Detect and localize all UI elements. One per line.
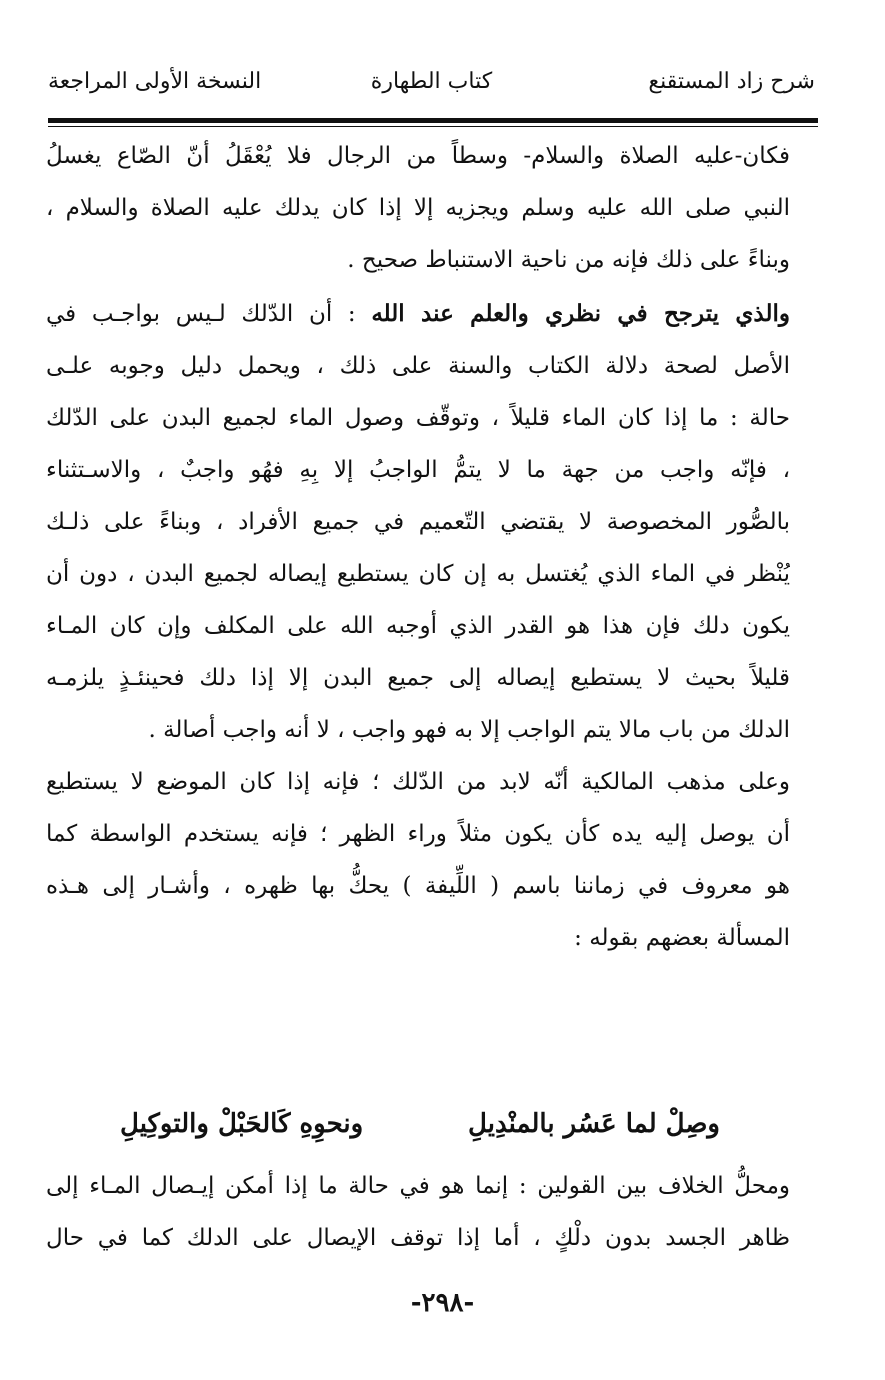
text-line-lead — [46, 288, 790, 340]
text-line: قليلاً بحيث لا يستطيع إيصاله إلى جميع البدن إلا إذا دلك فحينئـذٍ يلزمـه — [46, 665, 790, 691]
text-line: النبي صلى الله عليه وسلم ويجزيه إلا إذا كان يدلك عليه الصلاة والسلام ، — [46, 195, 790, 221]
text-line: بالصُّور المخصوصة لا يقتضي التّعميم في جميع الأفراد ، وبناءً على ذلـك — [46, 509, 790, 535]
verse-first-hemistich: وصِلْ لما عَسُر بالمنْدِيلِ — [468, 1109, 720, 1139]
lead-continuation: : أن الدّلك لـيس بواجـب في — [46, 301, 372, 327]
poetry-verse — [100, 1098, 720, 1150]
header-rule-thin — [48, 126, 818, 127]
text-line: هو معروف في زماننا باسم ( اللِّيفة ) يحكُّ بها ظهره ، وأشـار إلى هـذه — [46, 873, 790, 899]
edition-note: النسخة الأولى المراجعة — [48, 69, 262, 94]
text-line: ، فإنّه واجب من جهة ما لا يتمُّ الواجبُ إلا بِهِ فهُو واجبٌ ، والاسـتثناء — [46, 457, 790, 483]
running-header — [48, 66, 815, 106]
paragraph-1 — [46, 130, 790, 286]
text-line: ومحلُّ الخلاف بين القولين : إنما هو في حالة ما إذا أمكن إيـصال المـاء إلى — [46, 1173, 790, 1199]
text-line: حالة : ما إذا كان الماء قليلاً ، وتوقّف وصول الماء لجميع البدن على الدّلك — [46, 405, 790, 431]
text-line: أن يوصل إليه يده كأن يكون مثلاً وراء الظهر ؛ فإنه يستخدم الواسطة كما — [46, 821, 790, 847]
text-line: المسألة بعضهم بقوله : — [574, 925, 790, 951]
book-title: شرح زاد المستقنع — [648, 69, 815, 94]
paragraph-2 — [46, 288, 790, 964]
verse-second-hemistich: ونحوِهِ كَالحَبْلْ والتوكِيلِ — [120, 1109, 364, 1139]
bold-lead-phrase: والذي يترجح في نظري والعلم عند الله — [371, 300, 790, 327]
text-line: وعلى مذهب المالكية أنّه لابد من الدّلك ؛ فإنه إذا كان الموضع لا يستطيع — [46, 769, 790, 795]
header-rule-thick — [48, 118, 818, 123]
text-line: يُنْظر في الماء الذي يُغتسل به إن كان يستطيع إيصاله لجميع البدن ، دون أن — [46, 561, 790, 587]
text-line: ظاهر الجسد بدون دلْكٍ ، أما إذا توقف الإيصال على الدلك كما في حال — [46, 1225, 790, 1251]
text-line: وبناءً على ذلك فإنه من ناحية الاستنباط صحيح . — [347, 247, 790, 273]
text-line: يكون دلك فإن هذا هو القدر الذي أوجبه الله على المكلف وإن كان المـاء — [46, 613, 790, 639]
paragraph-3 — [46, 1160, 790, 1264]
text-line: فكان-عليه الصلاة والسلام- وسطاً من الرجال فلا يُعْقَلُ أنّ الصّاع يغسلُ — [46, 143, 790, 169]
chapter-title: كتاب الطهارة — [370, 69, 493, 94]
page-number: -٢٩٨- — [410, 1288, 475, 1318]
text-line: الدلك من باب مالا يتم الواجب إلا به فهو واجب ، لا أنه واجب أصالة . — [148, 717, 790, 743]
text-line: الأصل لصحة دلالة الكتاب والسنة على ذلك ، ويحمل دليل وجوبه علـى — [46, 353, 790, 379]
